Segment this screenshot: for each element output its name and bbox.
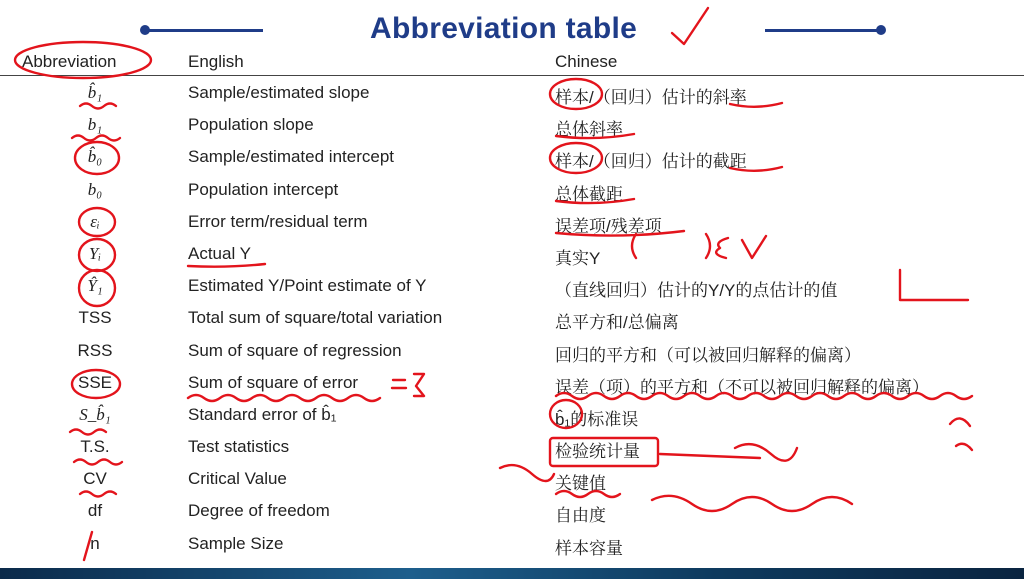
chinese-cell: 误差项/残差项 [555,216,662,236]
chinese-cell: 检验统计量 [555,442,640,462]
table-row [0,271,1024,303]
table-row [0,303,1024,335]
bottom-banner [0,568,1024,579]
chinese-cell: b̂₁的标准误 [555,409,639,429]
abbr-cell: Yᵢ [88,243,102,263]
chinese-cell: 自由度 [555,506,606,526]
chinese-cell: 真实Y [555,248,601,268]
page-title: Abbreviation table [370,12,638,45]
table-row [0,432,1024,464]
table-row [0,464,1024,496]
table-row [0,336,1024,368]
english-cell: Total sum of square/total variation [188,308,443,328]
abbr-cell: df [87,501,103,521]
chinese-cell: 回归的平方和（可以被回归解释的偏离） [555,345,861,365]
english-cell: Critical Value [188,469,287,489]
chinese-cell: （直线回归）估计的Y/Y的点估计的值 [555,281,838,301]
abbr-cell: TSS [78,308,112,328]
english-cell: Sample/estimated slope [188,83,370,102]
english-cell: Population intercept [188,179,339,199]
english-cell: Test statistics [188,437,290,457]
table-row [0,368,1024,400]
table-row [0,78,1024,110]
english-cell: Actual Y [188,243,252,263]
chinese-cell: 样本/（回归）估计的截距 [555,152,747,172]
title-rule-right-dot [876,25,886,35]
abbr-cell: εᵢ [90,211,100,231]
header-abbreviation: Abbreviation [22,52,117,71]
abbr-cell: b₀ [87,179,103,199]
abbr-cell: b̂₁ [87,83,103,102]
table-row [0,400,1024,432]
table-row [0,142,1024,174]
header-english: English [188,52,244,71]
chinese-cell: 误差（项）的平方和（不可以被回归解释的偏离） [555,377,929,397]
title-rule-left [145,29,263,32]
abbr-cell: Ŷ₁ [87,276,103,296]
abbr-cell: T.S. [80,437,110,457]
abbr-cell: n [90,533,100,553]
english-cell: Error term/residual term [188,211,368,231]
abbr-cell: CV [83,469,107,489]
english-cell: Standard error of b̂₁ [188,404,337,424]
english-cell: Degree of freedom [188,501,330,521]
table-row [0,529,1024,561]
chinese-cell: 总平方和/总偏离 [555,313,679,333]
abbr-cell: b₁ [87,115,103,135]
chinese-cell: 总体截距 [555,184,623,204]
table-row [0,110,1024,142]
chinese-cell: 样本容量 [555,538,623,558]
english-cell: Estimated Y/Point estimate of Y [188,276,427,296]
chinese-cell: 关键值 [555,474,606,494]
abbr-cell: SSE [77,372,113,392]
abbr-cell: S_b̂₁ [79,404,111,424]
table-row [0,239,1024,271]
english-cell: Population slope [188,115,314,135]
english-cell: Sample Size [188,533,284,553]
english-cell: Sum of square of regression [188,340,402,360]
english-cell: Sum of square of error [188,372,359,392]
abbr-cell: RSS [77,340,113,360]
title-rule-right [765,29,883,32]
table-row [0,496,1024,528]
abbreviation-table [0,78,1024,561]
abbr-cell: b̂₀ [87,147,103,167]
header-chinese: Chinese [555,52,618,71]
table-row [0,175,1024,207]
chinese-cell: 总体斜率 [555,120,623,140]
table-row [0,207,1024,239]
english-cell: Sample/estimated intercept [188,147,394,167]
table-header [0,48,1024,76]
chinese-cell: 样本/（回归）估计的斜率 [555,88,747,107]
title-rule-left-dot [140,25,150,35]
